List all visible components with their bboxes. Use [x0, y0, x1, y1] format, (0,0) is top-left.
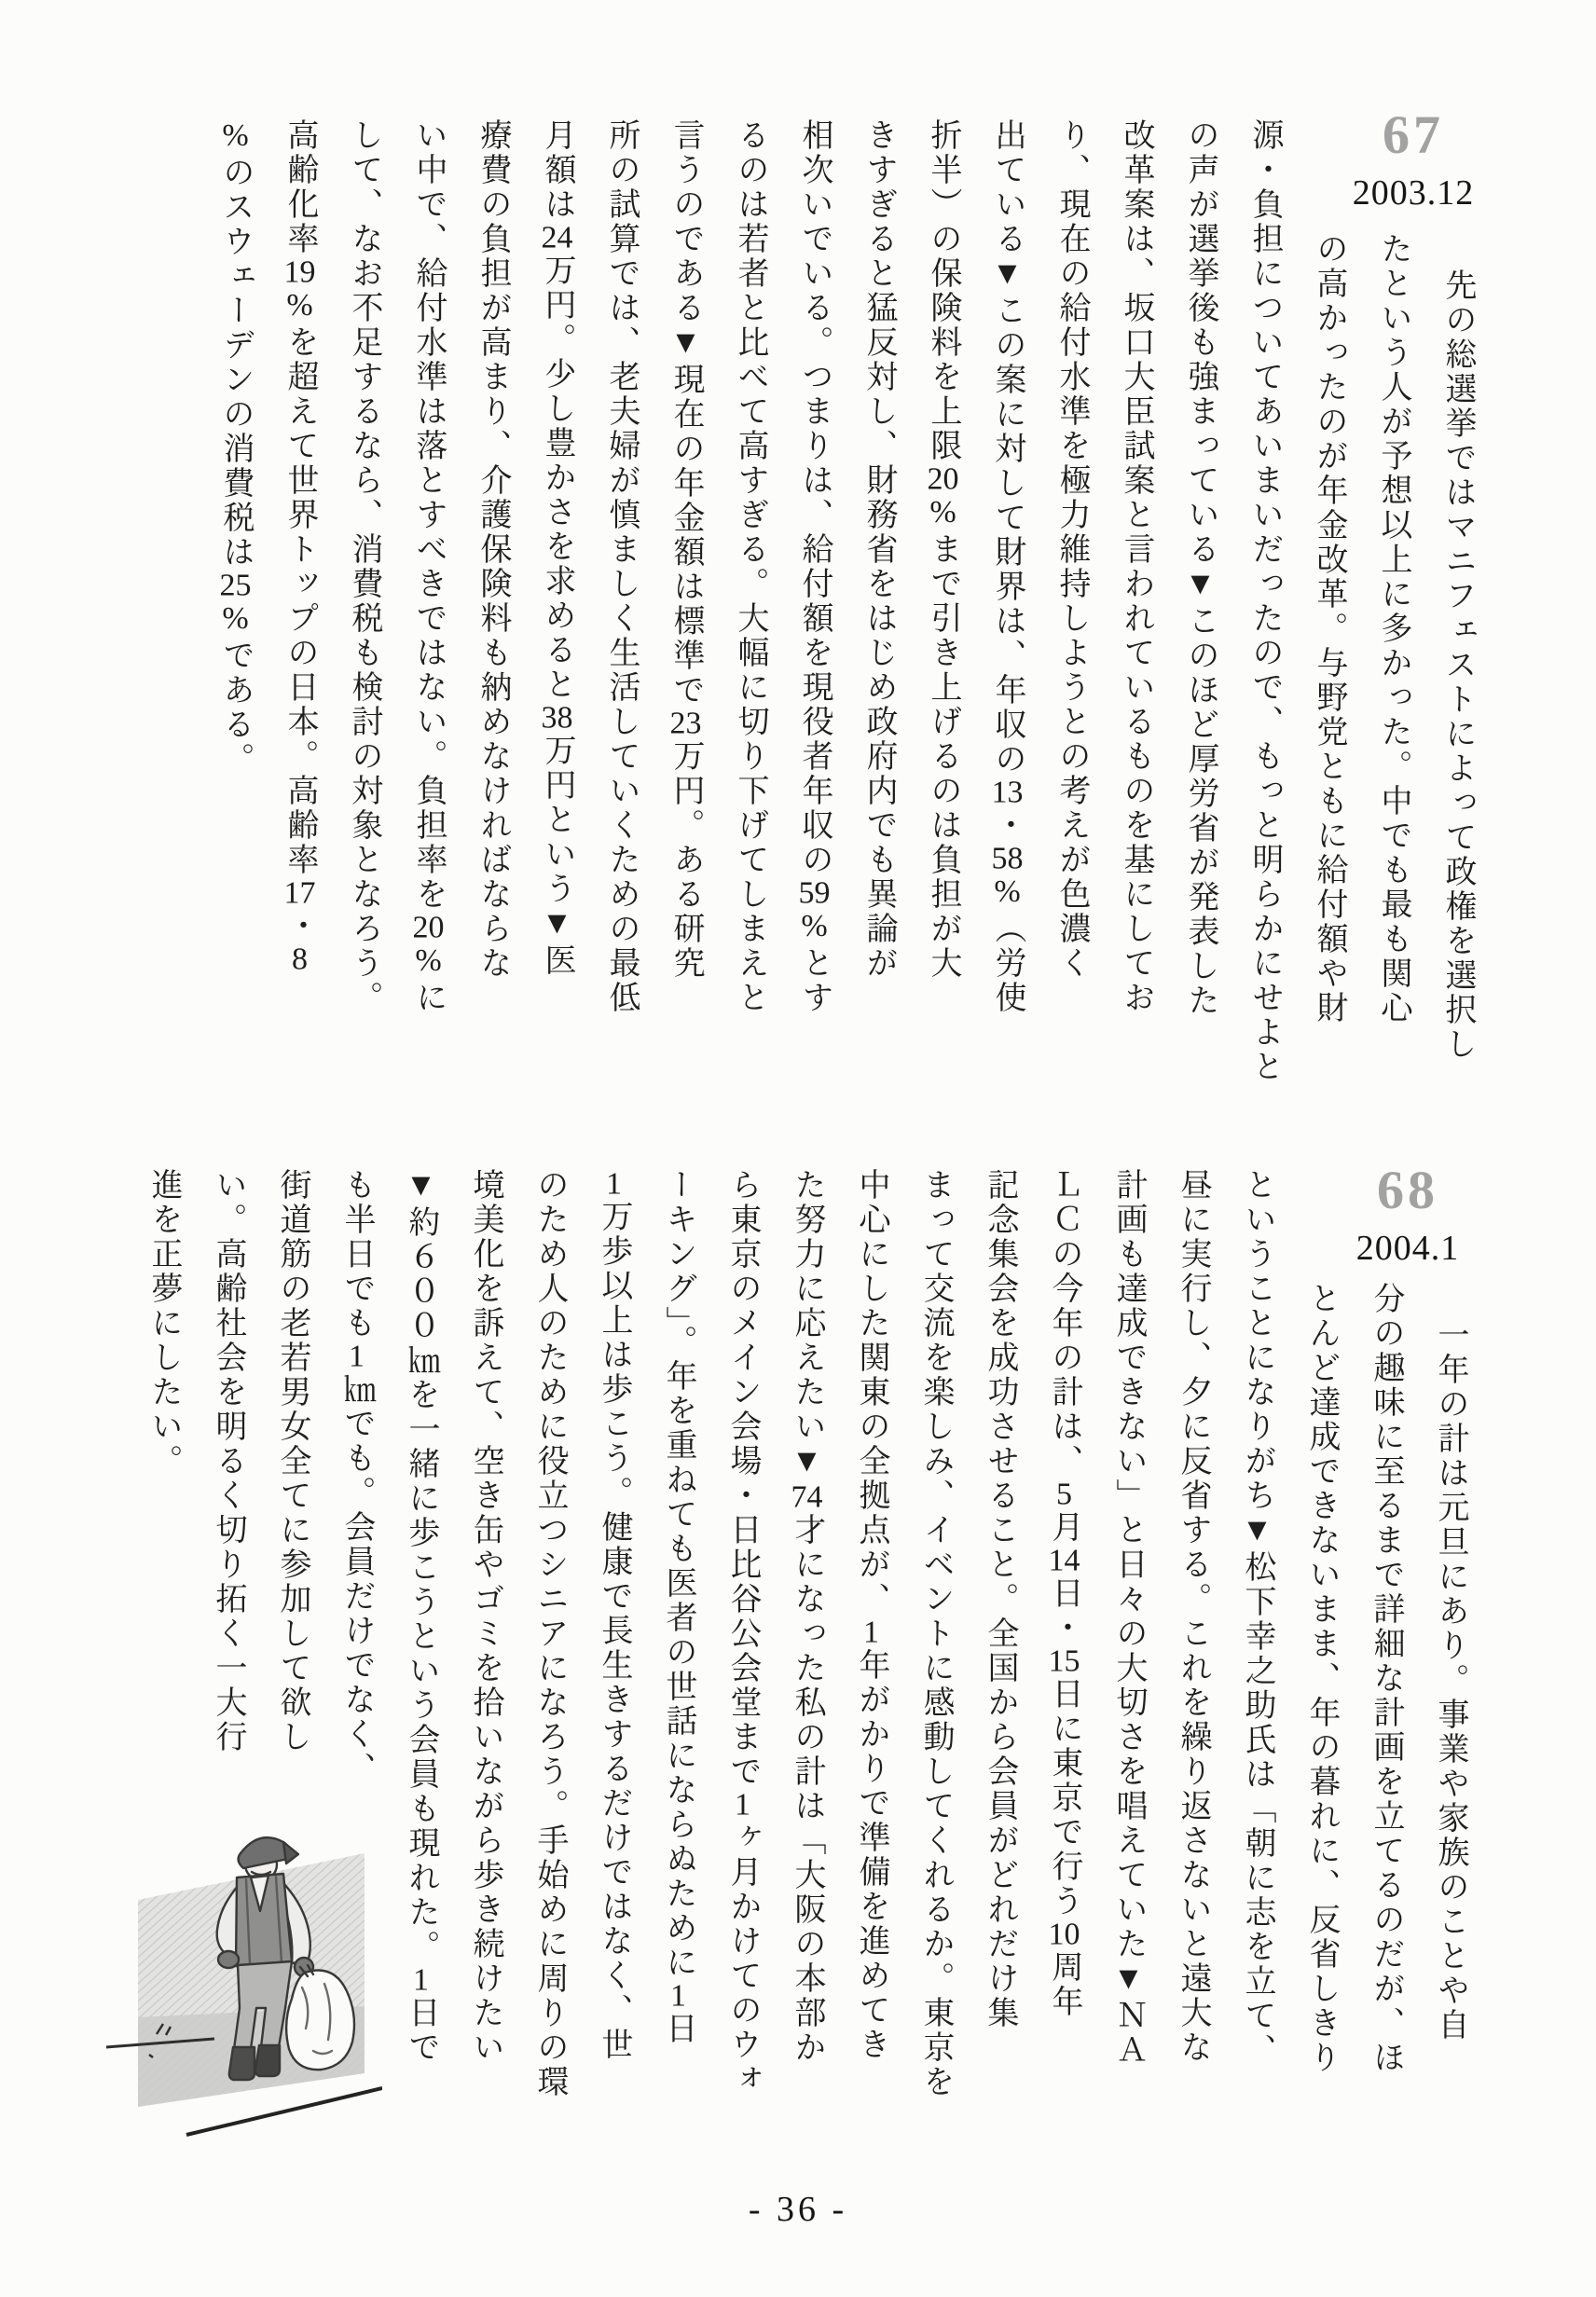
text-column: 進を正夢にしたい。 [146, 1168, 181, 1479]
essay-date: 2003.12 [1352, 173, 1475, 213]
text-column: ということになりがち▼松下幸之助氏は「朝に志を立て、 [1240, 1168, 1274, 2068]
text-column: 分の趣味に至るまで詳細な計画を立てるのだが、ほ [1369, 1282, 1403, 2075]
essay-date: 2004.1 [1355, 1229, 1460, 1268]
text-column: して、なお不足するなら、消費税も検討の対象となろう。 [347, 118, 381, 1015]
text-column: たという人が予想以上に多かった。中でも最も関心 [1376, 232, 1410, 1025]
text-column: 街道筋の老若男女全てに参加して欲し [275, 1168, 310, 1754]
text-column: 相次いでいる。つまりは、給付額を現役者年収の59%とす [797, 118, 832, 1015]
text-column: ＬＣの今年の計は、5月14日・15日に東京で行う10周年 [1047, 1168, 1081, 2019]
text-column: 一年の計は元旦にあり。事業や家族のことや自 [1433, 1318, 1467, 2043]
text-column: 月額は24万円。少し豊かさを求めると38万円という▼医 [540, 118, 574, 978]
text-column: 中心にした関東の全拠点が、1年がかりで準備を進めてき [854, 1168, 888, 2062]
text-column: の声が選挙後も強まっている▼このほど厚労省が発表した [1183, 118, 1218, 1018]
text-column: 1万歩以上は歩こう。健康で長生きするだけではなく、世 [597, 1168, 631, 2062]
text-column: の高かったのが年金改革。与野党ともに給付額や財 [1312, 232, 1346, 1025]
text-column: 昼に実行し、夕に反省する。これを繰り返さないと遠大な [1176, 1168, 1210, 2065]
text-column: い中で、給付水準は落とすべきではない。負担率を20%に [411, 118, 446, 1015]
litter-picking-illustration [101, 1823, 382, 2148]
text-column: た努力に応えたい▼74才になった私の計は「大阪の本部か [790, 1168, 824, 2065]
text-column: るのは若者と比べて高すぎる。大幅に切り下げてしまえと [733, 118, 767, 1015]
essay-number: 68 [1377, 1160, 1438, 1220]
text-column: 境美化を訴えて、空き缶やゴミを拾いながら歩き続けたい [468, 1168, 502, 2065]
text-column: 言うのである▼現在の年金額は標準で23万円。ある研究 [668, 118, 703, 981]
text-column: 記念集会を成功させること。全国から会員がどれだけ集 [983, 1168, 1017, 2030]
text-column: ▼約６００㎞を一緒に歩こうという会員も現れた。1日で [404, 1168, 438, 2065]
text-column: まって交流を楽しみ、イベントに感動してくれるか。東京を [918, 1168, 953, 2099]
essay-number: 67 [1383, 104, 1444, 165]
text-column: ーキング」。年を重ねても医者の世話にならぬために1日 [661, 1168, 695, 2046]
text-column: い。高齢社会を明るく切り拓く一大行 [211, 1168, 245, 1754]
text-column: きすぎると猛反対し、財務省をはじめ政府内でも異論が [861, 118, 896, 981]
text-column: 出ている▼この案に対して財界は、年収の13・58%（労使 [990, 118, 1025, 1015]
essay-67-text [203, 118, 1490, 1084]
text-column: 先の総選挙ではマニフェストによって政権を選択し [1440, 268, 1475, 1062]
text-column: り、現在の給付水準を極力維持しようとの考えが色濃く [1054, 118, 1089, 981]
text-column: 高齢化率19%を超えて世界トップの日本。高齢率17・8 [282, 118, 317, 975]
text-column: %のスウェーデンの消費税は25%である。 [218, 118, 253, 777]
text-column: 源・負担についてあいまいだったので、もっと明らかにせよと [1247, 118, 1282, 1084]
page-number: - 36 - [748, 2190, 848, 2229]
text-column: 所の試算では、老夫婦が慎ましく生活していくための最低 [604, 118, 639, 1015]
text-column: も半日でも1㎞でも。会員だけでなく、 [339, 1168, 374, 1786]
text-column: 折半）の保険料を上限20%まで引き上げるのは負担が大 [926, 118, 960, 981]
text-column: ら東京のメイン会場・日比谷公会堂まで1ヶ月かけてのウォ [725, 1168, 760, 2097]
text-column: とんど達成できないまま、年の暮れに、反省しきり [1304, 1282, 1339, 2075]
text-column: 改革案は、坂口大臣試案と言われているものを基にしてお [1119, 118, 1153, 1015]
text-column: 計画も達成できない」と日々の大切さを唱えていた▼ＮＡ [1111, 1168, 1146, 2068]
text-column: のため人のために役立つシニアになろう。手始めに周りの環 [532, 1168, 567, 2099]
text-column: 療費の負担が高まり、介護保険料も納めなければならな [475, 118, 510, 981]
